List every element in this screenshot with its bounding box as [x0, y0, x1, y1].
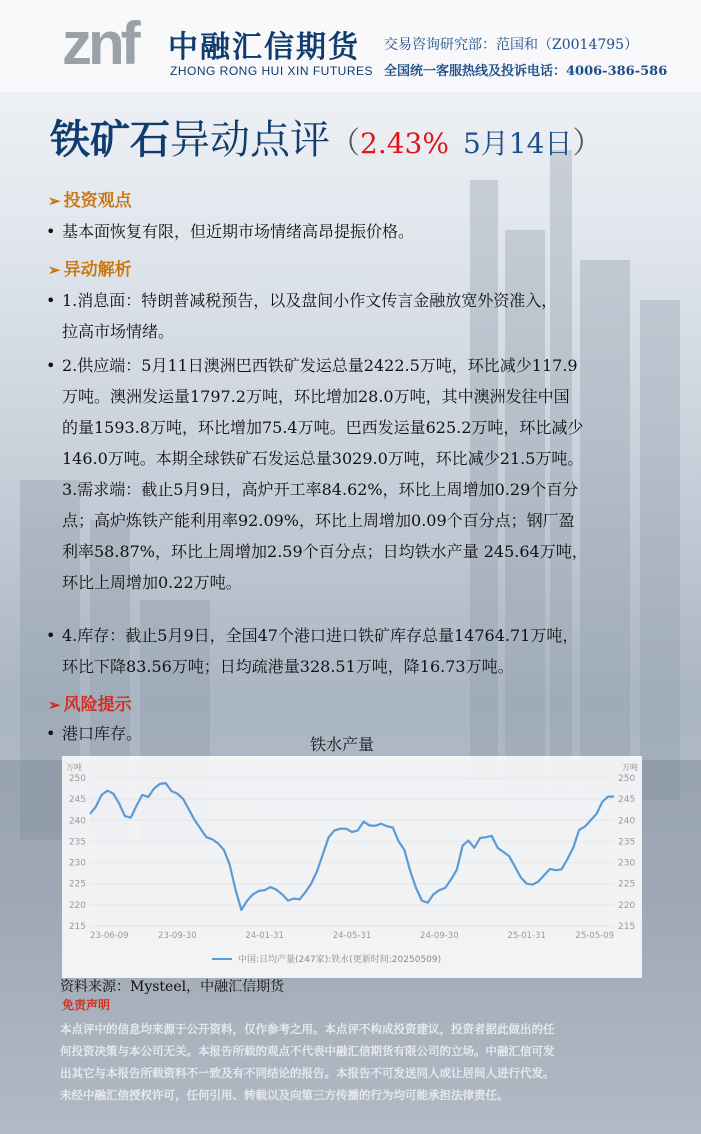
bullet-icon: • [46, 291, 56, 310]
y-tick-label-right: 230 [618, 858, 636, 869]
analysis-line: 环比上周增加0.22万吨。 [62, 573, 242, 592]
analysis-line: 万吨。澳洲发运量1797.2万吨，环比增加28.0万吨，其中澳洲发往中国 [62, 387, 570, 406]
company-name-en: ZHONG RONG HUI XIN FUTURES [170, 64, 374, 78]
arrow-right-icon: ➢ [48, 192, 61, 210]
y-tick-label-left: 225 [68, 879, 86, 890]
section-heading-analysis [48, 255, 132, 280]
x-tick-label: 23-06-09 [90, 931, 129, 941]
analysis-line: 1.消息面：特朗普减税预告，以及盘间小作文传言金融放宽外资准入， [62, 291, 558, 310]
section-heading-view [48, 186, 132, 211]
disclaimer-line: 未经中融汇信授权许可，任何引用、转载以及向第三方传播的行为均可能承担法律责任。 [60, 1088, 509, 1102]
section-heading-analysis-text: 异动解析 [63, 260, 132, 280]
view-text: 基本面恢复有限，但近期市场情绪高昂提振价格。 [62, 222, 415, 241]
series-line [90, 783, 614, 910]
disclaimer-line: 本点评中的信息均来源于公开资料，仅作参考之用。本点评不构成投资建议，投资者据此做出的任 [60, 1022, 555, 1036]
risk-text: 港口库存。 [62, 724, 143, 743]
y-unit-right: 万吨 [622, 763, 638, 772]
disclaimer-line: 出其它与本报告所载资料不一致及有不同结论的报告。本报告不可发送同人或让居间人进行代发。 [60, 1066, 555, 1080]
data-source: 资料来源：Mysteel，中融汇信期货 [60, 979, 285, 995]
title-type: 异动点评 [170, 117, 330, 163]
chart-container [62, 756, 642, 978]
company-logo-mark: znf [62, 10, 137, 77]
line-chart [62, 756, 642, 978]
x-tick-label: 23-09-30 [158, 931, 197, 941]
analysis-line: 的量1593.8万吨，环比增加75.4万吨。巴西发运量625.2万吨，环比减少 [62, 418, 584, 437]
analysis-item-4 [46, 620, 666, 682]
analysis-line: 利率58.87%，环比上周增加2.59个百分点；日均铁水产量 245.64万吨， [62, 542, 588, 561]
analysis-line: 146.0万吨。本期全球铁矿石发运总量3029.0万吨，环比减少21.5万吨。 [62, 449, 584, 468]
section-heading-risk [48, 690, 132, 715]
y-tick-label-right: 245 [618, 795, 636, 806]
bullet-icon: • [46, 222, 56, 241]
x-tick-label: 25-01-31 [507, 931, 546, 941]
bullet-icon: • [46, 626, 56, 645]
arrow-right-icon: ➢ [48, 696, 61, 714]
analysis-item-1 [46, 285, 666, 347]
y-tick-label-left: 220 [68, 900, 86, 911]
title-date: 5月14日 [462, 127, 573, 160]
bullet-icon: • [46, 356, 56, 375]
arrow-right-icon: ➢ [48, 261, 61, 279]
legend-label: 中国:日均产量(247家):铁水(更新时间:20250509) [238, 955, 442, 965]
title-paren-close: ） [572, 126, 603, 161]
page-title [50, 116, 602, 168]
title-commodity: 铁矿石 [50, 116, 170, 163]
y-tick-label-right: 240 [618, 816, 636, 827]
y-unit-left: 万吨 [66, 763, 82, 772]
title-change-pct: 2.43% [360, 127, 449, 160]
analysis-line: 4.库存：截止5月9日，全国47个港口进口铁矿库存总量14764.71万吨， [62, 626, 579, 645]
analysis-line: 2.供应端：5月11日澳洲巴西铁矿发运总量2422.5万吨，环比减少117.9 [62, 356, 578, 375]
y-tick-label-left: 215 [68, 922, 86, 932]
y-tick-label-left: 250 [68, 774, 86, 784]
y-tick-label-left: 235 [68, 837, 86, 848]
y-tick-label-right: 220 [618, 900, 636, 911]
company-name-cn: 中融汇信期货 [168, 30, 360, 65]
x-tick-label: 24-01-31 [245, 931, 284, 941]
section-heading-risk-text: 风险提示 [63, 695, 132, 715]
disclaimer-line: 何投资决策与本公司无关。本报告所载的观点不代表中融汇信期货有限公司的立场。中融汇信可发 [60, 1044, 555, 1058]
disclaimer-title: 免责声明 [62, 998, 111, 1012]
analyst-contact: 交易咨询研究部：范国和（Z0014795） [384, 37, 639, 53]
analysis-line: 点；高炉炼铁产能利用率92.09%，环比上周增加0.09个百分点；钢厂盈 [62, 511, 575, 530]
analysis-line: 拉高市场情绪。 [62, 322, 175, 341]
header-bar [0, 0, 701, 92]
analysis-line: 环比下降83.56万吨；日均疏港量328.51万吨，降16.73万吨。 [62, 657, 514, 676]
disclaimer-text [60, 1018, 672, 1106]
section-heading-view-text: 投资观点 [63, 191, 132, 211]
view-paragraph [46, 216, 666, 247]
y-tick-label-right: 235 [618, 837, 636, 848]
y-tick-label-right: 225 [618, 879, 636, 890]
y-tick-label-right: 250 [618, 774, 636, 784]
x-tick-label: 24-05-31 [332, 931, 372, 941]
y-tick-label-left: 245 [68, 795, 86, 806]
x-tick-label: 24-09-30 [420, 931, 459, 941]
y-tick-label-left: 240 [68, 816, 86, 827]
hotline-contact: 全国统一客服热线及投诉电话：4006-386-586 [384, 64, 668, 79]
y-tick-label-right: 215 [618, 922, 636, 932]
y-tick-label-left: 230 [68, 858, 86, 869]
title-paren-open: （ [330, 126, 360, 161]
bullet-icon: • [46, 724, 56, 743]
chart-title: 铁水产量 [310, 735, 375, 754]
x-tick-label: 25-05-09 [575, 931, 614, 941]
analysis-item-2 [46, 350, 666, 598]
analysis-line: 3.需求端：截止5月9日，高炉开工率84.62%，环比上周增加0.29个百分 [62, 480, 579, 499]
